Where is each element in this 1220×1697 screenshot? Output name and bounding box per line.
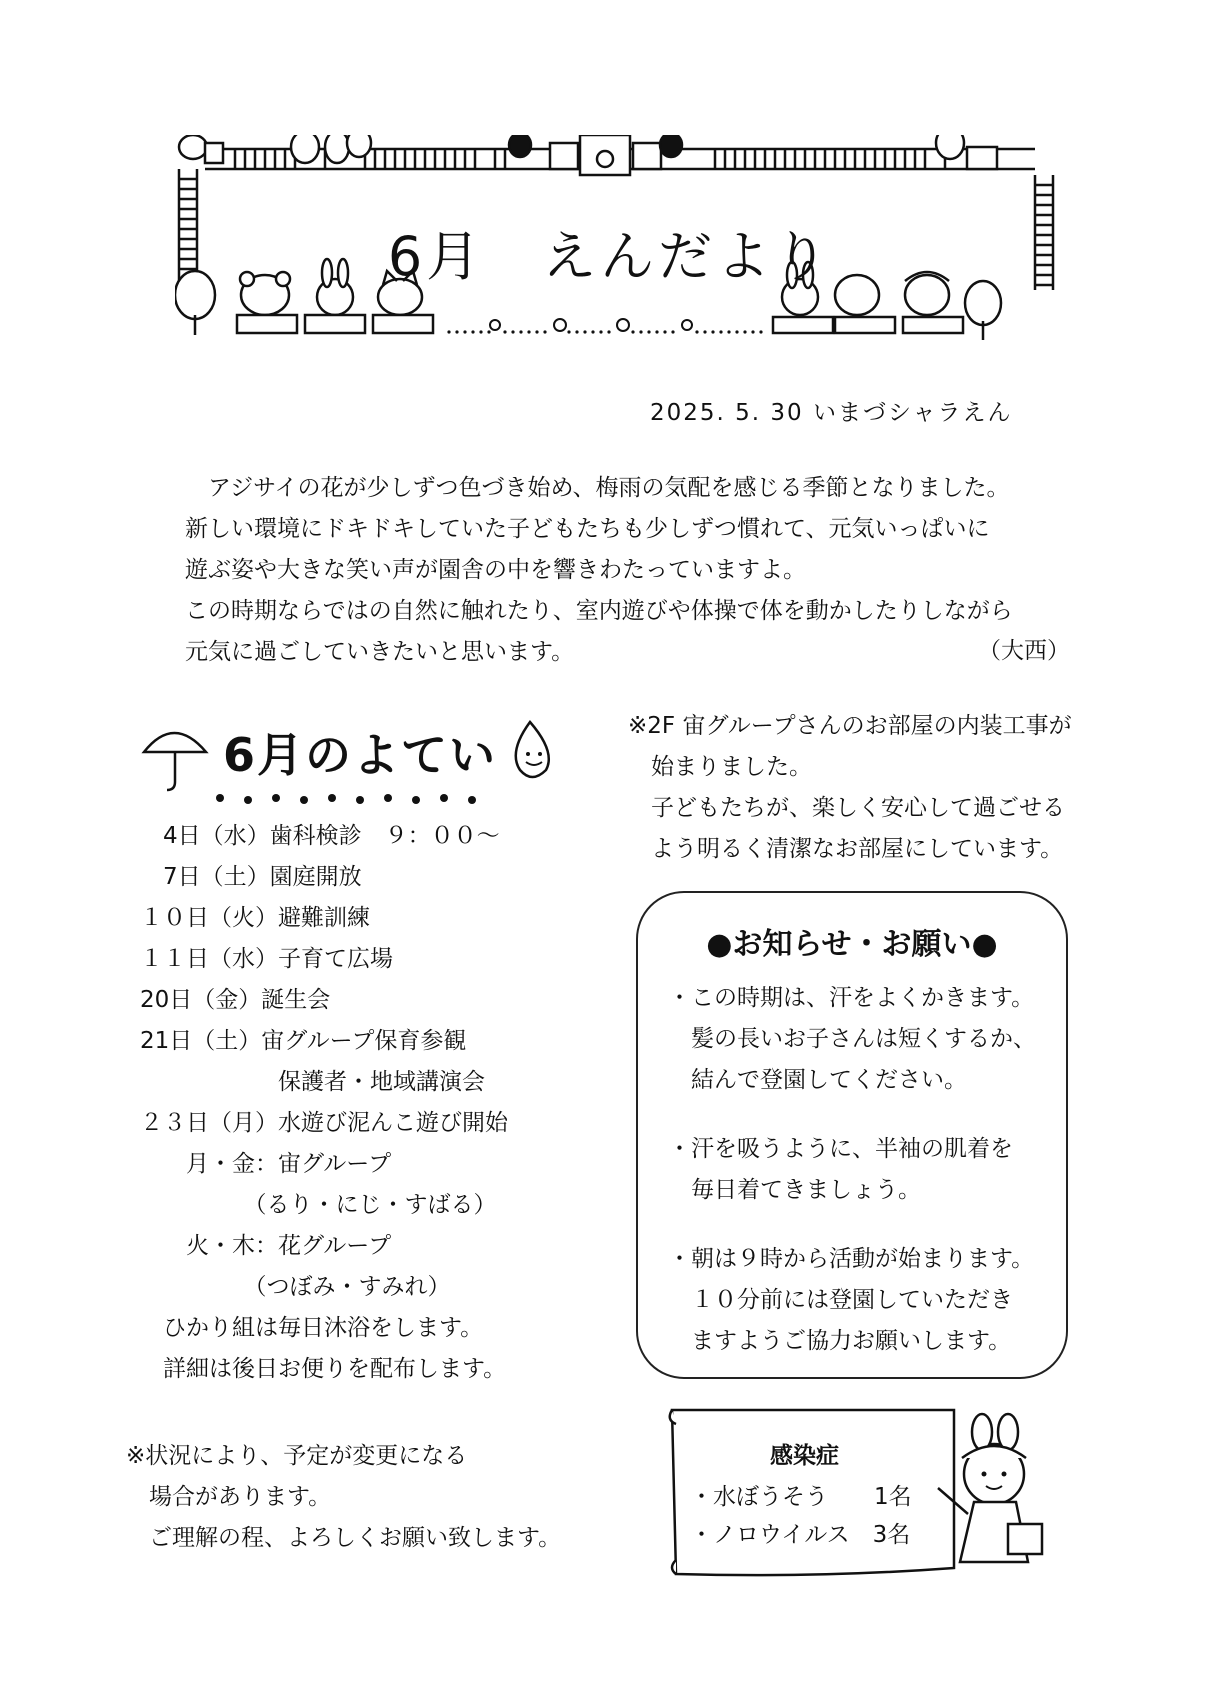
- note-line: 始まりました。: [628, 754, 812, 780]
- school-name: いまづシャラえん: [813, 400, 1013, 426]
- construction-note: [628, 706, 1148, 870]
- notice-item-line: ・朝は９時から活動が始まります。: [668, 1246, 1035, 1272]
- intro-line: 遊ぶ姿や大きな笑い声が園舎の中を響きわたっていますよ。: [185, 557, 806, 583]
- schedule-item: 火・木：花グループ: [140, 1233, 392, 1259]
- notice-item-line: 髪の長いお子さんは短くするか、: [668, 1026, 1036, 1052]
- schedule-item: 7日（土）園庭開放: [140, 864, 362, 890]
- notice-item-line: ますようご協力お願いします。: [668, 1328, 1012, 1354]
- note-line: ご理解の程、よろしくお願い致します。: [126, 1525, 562, 1551]
- issue-date: 2025. 5. 30: [650, 400, 804, 426]
- schedule-item: ひかり組は毎日沐浴をします。: [140, 1315, 484, 1341]
- intro-line: アジサイの花が少しずつ色づき始め、梅雨の気配を感じる季節となりました。: [185, 475, 1010, 501]
- notice-list: [668, 978, 1068, 1362]
- note-line: よう明るく清潔なお部屋にしています。: [628, 836, 1064, 862]
- intro-message: [185, 468, 1065, 673]
- page-title: 6月 えんだより: [387, 225, 833, 288]
- schedule-item: （るり・にじ・すばる）: [140, 1192, 497, 1218]
- note-line: 子どもたちが、楽しく安心して過ごせる: [628, 795, 1065, 821]
- schedule-item: 保護者・地域講演会: [140, 1069, 485, 1095]
- schedule-item: 詳細は後日お便りを配布します。: [140, 1356, 507, 1382]
- schedule-item: １１日（水）子育て広場: [140, 946, 393, 972]
- notice-item-line: ・この時期は、汗をよくかきます。: [668, 985, 1035, 1011]
- infection-title: 感染症: [770, 1443, 839, 1469]
- notice-title: ●お知らせ・お願い●: [706, 927, 998, 962]
- schedule-heading: 6月のよてい: [223, 728, 498, 782]
- schedule-list: [140, 816, 610, 1390]
- schedule-item: ２３日（月）水遊び泥んこ遊び開始: [140, 1110, 508, 1136]
- schedule-item: 21日（土）宙グループ保育参観: [140, 1028, 467, 1054]
- intro-line: この時期ならではの自然に触れたり、室内遊びや体操で体を動かしたりしながら: [185, 598, 1013, 624]
- intro-line: 元気に過ごしていきたいと思います。: [185, 639, 575, 665]
- schedule-item: 月・金：宙グループ: [140, 1151, 392, 1177]
- infection-list: [690, 1478, 912, 1554]
- note-line: 場合があります。: [126, 1484, 332, 1510]
- note-line: ※2F 宙グループさんのお部屋の内装工事が: [628, 713, 1072, 739]
- notice-item-line: ・汗を吸うように、半袖の肌着を: [668, 1136, 1013, 1162]
- infection-item: ・ノロウイルス 3名: [690, 1522, 911, 1548]
- schedule-item: １０日（火）避難訓練: [140, 905, 370, 931]
- intro-author: （大西）: [978, 638, 1070, 664]
- note-line: ※状況により、予定が変更になる: [126, 1443, 468, 1469]
- issue-date-line: [650, 394, 1013, 427]
- intro-line: 新しい環境にドキドキしていた子どもたちも少しずつ慣れて、元気いっぱいに: [185, 516, 990, 542]
- schedule-item: （つぼみ・すみれ）: [140, 1274, 451, 1300]
- schedule-change-note: [126, 1436, 606, 1559]
- schedule-item: 20日（金）誕生会: [140, 987, 331, 1013]
- notice-item-line: 結んで登園してください。: [668, 1067, 967, 1093]
- notice-item-line: 毎日着てきましょう。: [668, 1177, 921, 1203]
- infection-item: ・水ぼうそう 1名: [690, 1484, 912, 1510]
- notice-item-line: １０分前には登園していただき: [668, 1287, 1013, 1313]
- schedule-item: 4日（水）歯科検診 ９：００～: [140, 823, 500, 849]
